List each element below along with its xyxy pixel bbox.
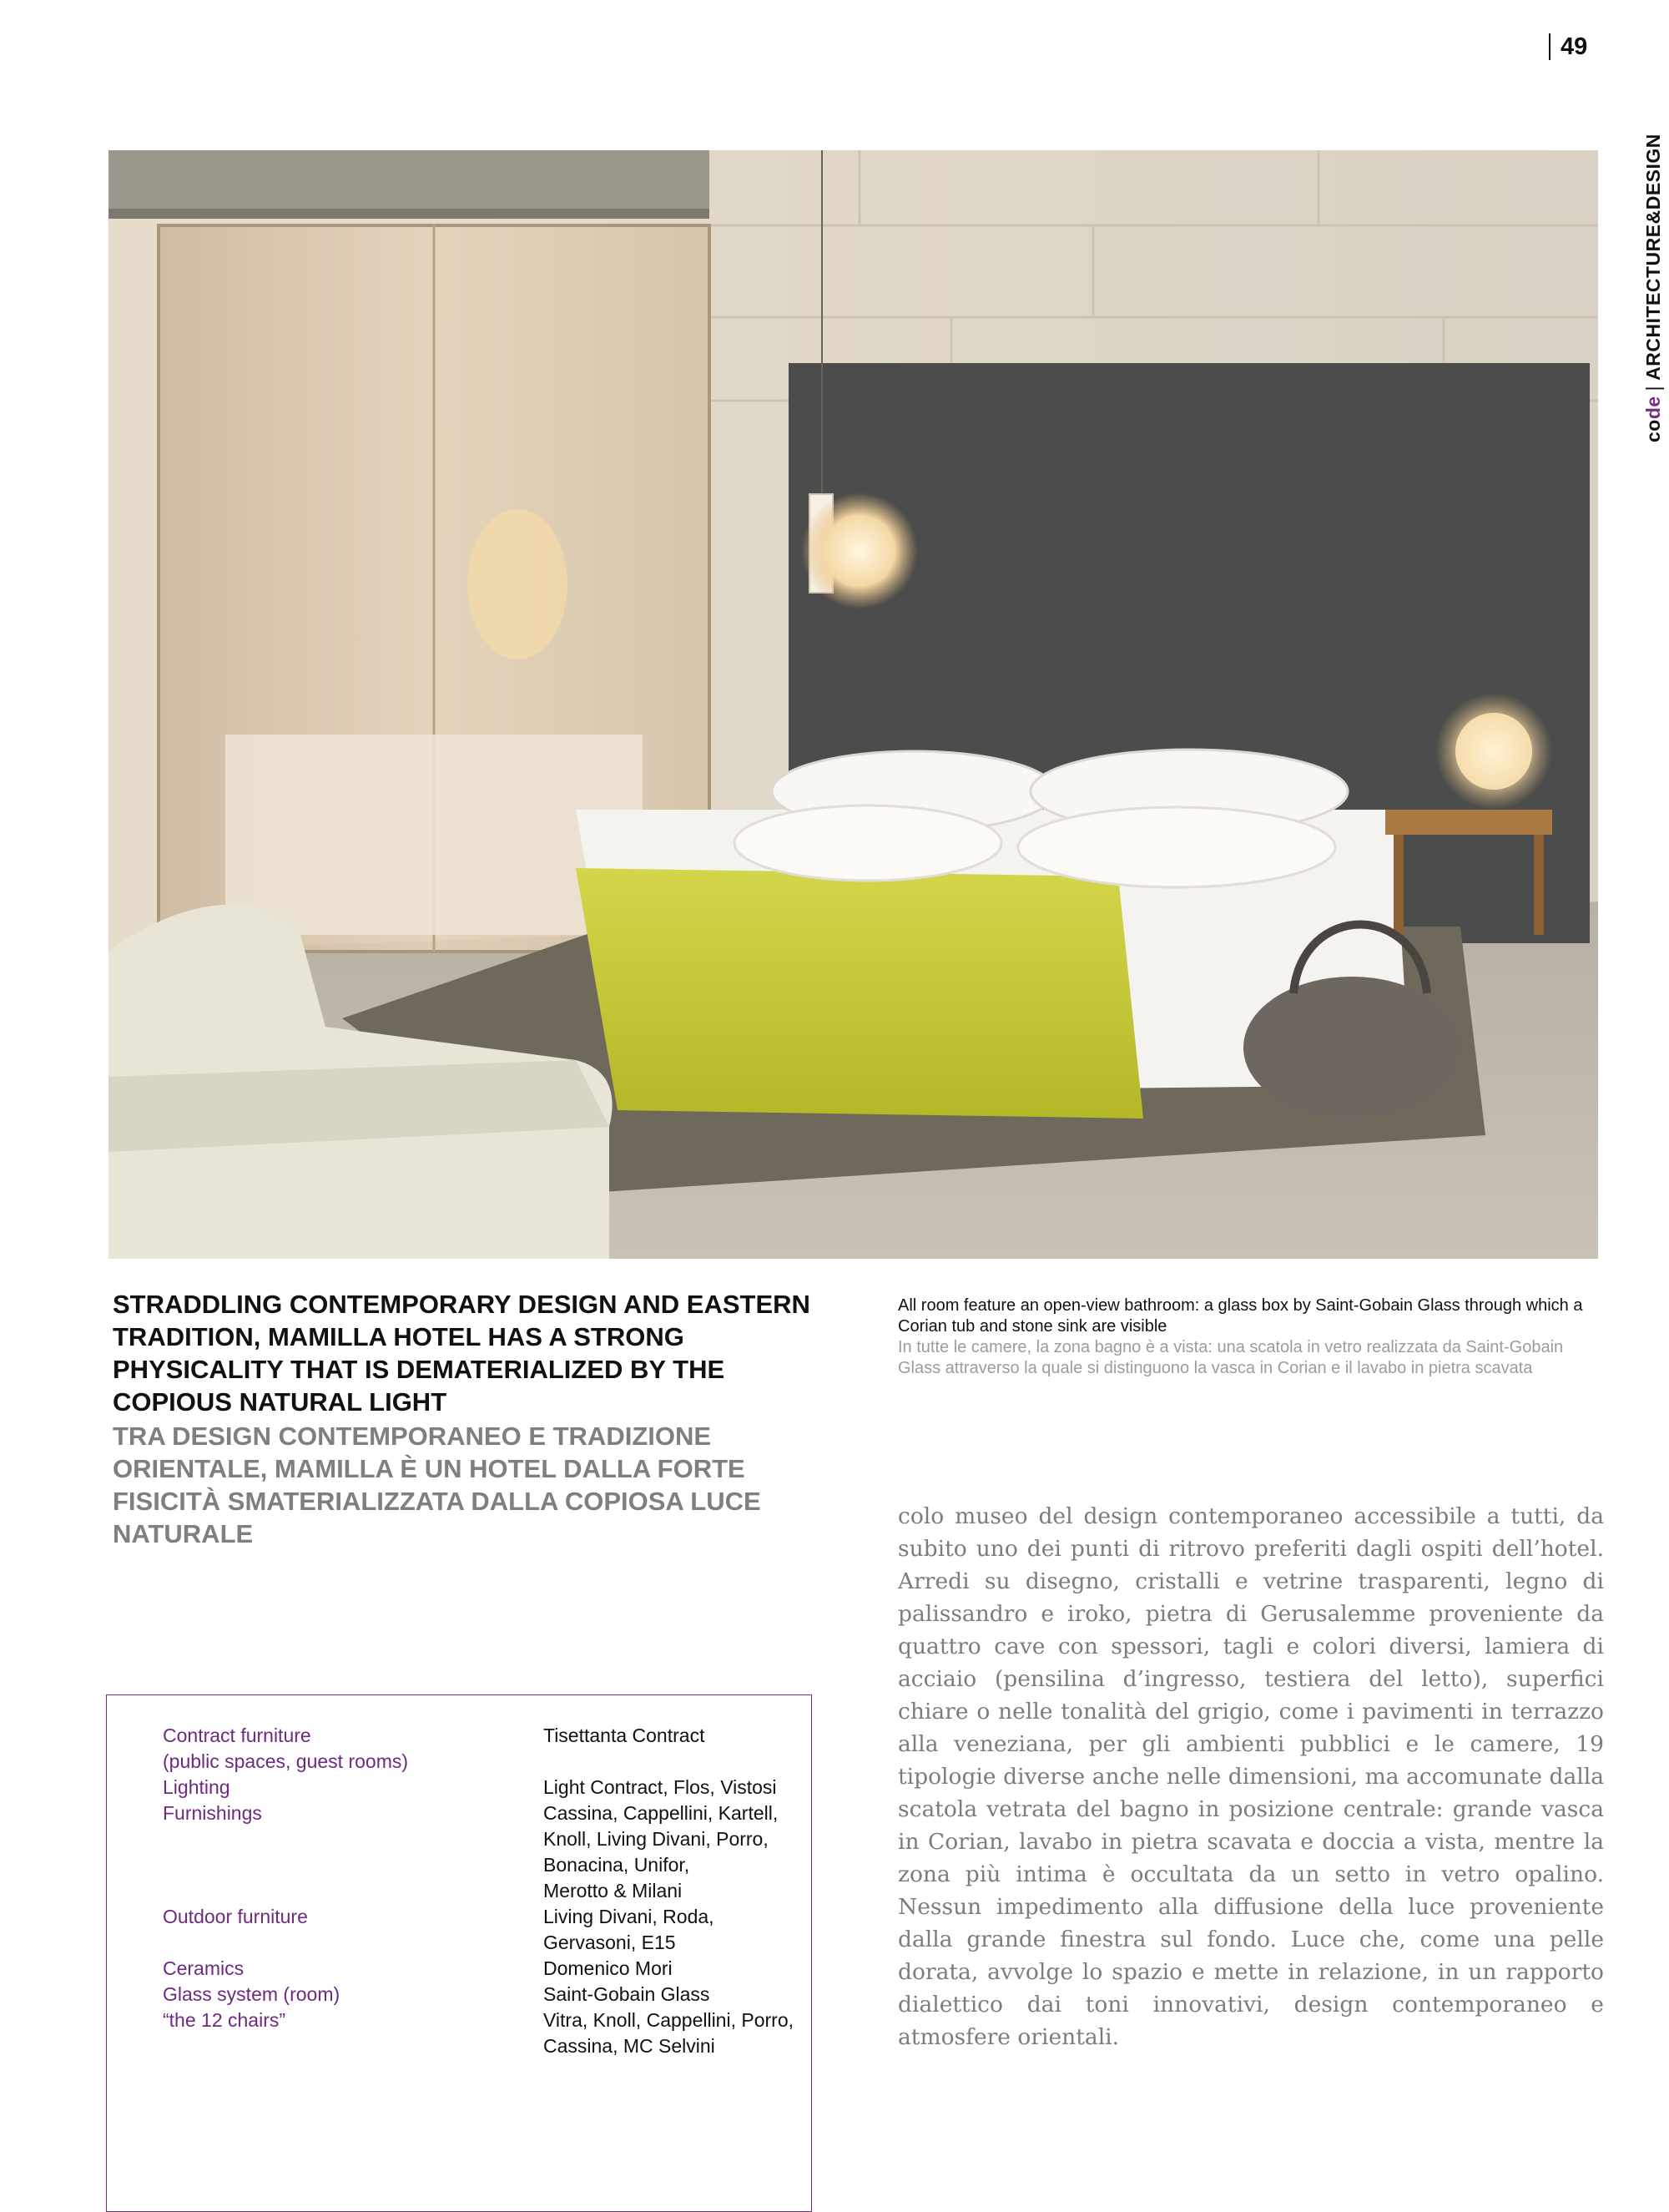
credit-value: Knoll, Living Divani, Porro, [543,1828,769,1850]
credit-value: Living Divani, Roda, [543,1906,714,1927]
credits-values [543,1723,810,2059]
credit-value: Domenico Mori [543,1957,673,1979]
credit-label [163,1930,480,1956]
page-number: 49 [1549,33,1587,60]
photo-caption [898,1295,1599,1379]
credit-label [163,1852,480,1878]
headline [113,1288,847,1550]
headline-italian: TRA DESIGN CONTEMPORANEO E TRADIZIONE ORIENTALE, MAMILLA È UN HOTEL DALLA FORTE FISICITÀ SMATERIALIZZATA DALLA COPIOSA LUCE NATURALE [113,1422,761,1548]
credit-label: Furnishings [163,1802,262,1824]
credits-labels [163,1723,480,2033]
credit-value: Tisettanta Contract [543,1725,705,1746]
credit-label: “the 12 chairs” [163,2009,286,2031]
credit-label: Ceramics [163,1957,245,1979]
credit-value: Cassina, MC Selvini [543,2035,715,2057]
credit-value: Gervasoni, E15 [543,1932,676,1953]
credit-label: (public spaces, guest rooms) [163,1750,409,1772]
credit-label [163,1826,480,1852]
credit-value: Merotto & Milani [543,1880,683,1901]
hotel-room-illustration [108,150,1598,1259]
credit-value: Cassina, Cappellini, Kartell, [543,1802,779,1824]
credit-value: Bonacina, Unifor, [543,1854,690,1876]
credits-box [106,1694,812,2212]
caption-english: All room feature an open-view bathroom: a glass box by Saint-Gobain Glass through which a Corian tub and stone sink are visible [898,1296,1583,1336]
credit-label: Outdoor furniture [163,1906,308,1927]
credit-label: Contract furniture [163,1725,311,1746]
credit-value: Saint-Gobain Glass [543,1983,710,2005]
section-tab [1642,134,1665,442]
credit-label: Glass system (room) [163,1983,340,2005]
caption-italian: In tutte le camere, la zona bagno è a vista: una scatola in vetro realizzata da Saint-Gobain Glass attraverso la quale si distinguono la vasca in Corian e il lavabo in pietra scavata [898,1338,1564,1377]
headline-english: STRADDLING CONTEMPORARY DESIGN AND EASTERN TRADITION, MAMILLA HOTEL HAS A STRONG PHYSICALITY THAT IS DEMATERIALIZED BY THE COPIOUS NATURAL LIGHT [113,1290,810,1417]
hotel-room-photo [108,150,1598,1259]
body-text: colo museo del design contemporaneo accessibile a tutti, da subito uno dei punti di ritrovo preferiti dagli ospiti dell’hotel. Arredi su disegno, cristalli e vetrine trasparenti, legno di palissandro e iroko, pietra di Gerusalemme proveniente da quattro cave con spessori, tagli e colori diversi, lamiera di acciaio (pensilina d’ingresso, testiera del letto), superfici chiare o nelle tonalità del grigio, come i pavimenti in terrazzo alla veneziana, per gli ambienti pubblici e le camere, 19 tipologie diverse anche nelle dimensioni, ma accomunate dalla scatola vetrata del bagno in posizione centrale: grande vasca in Corian, lavabo in pietra scavata e doccia a vista, mentre la zona più intima è occultata da un setto in vetro opalino. Nessun impedimento alla diffusione della luce proveniente dalla grande finestra sul fondo. Luce che, come una pelle dorata, avvolge lo spazio e mette in relazione, in un rapporto dialettico dai toni innovativi, design contemporaneo e atmosfere orientali. [898,1503,1604,2050]
section-title: ARCHITECTURE&DESIGN [1642,134,1664,381]
brand-code: co [1642,419,1664,442]
credit-value: Vitra, Knoll, Cappellini, Porro, [543,2009,794,2031]
credit-value: Light Contract, Flos, Vistosi [543,1776,777,1798]
credit-label [163,1878,480,1904]
section-divider: | [1642,385,1664,391]
credit-label: Lighting [163,1776,230,1798]
brand-de: de [1642,396,1664,420]
credit-value [543,1749,810,1775]
